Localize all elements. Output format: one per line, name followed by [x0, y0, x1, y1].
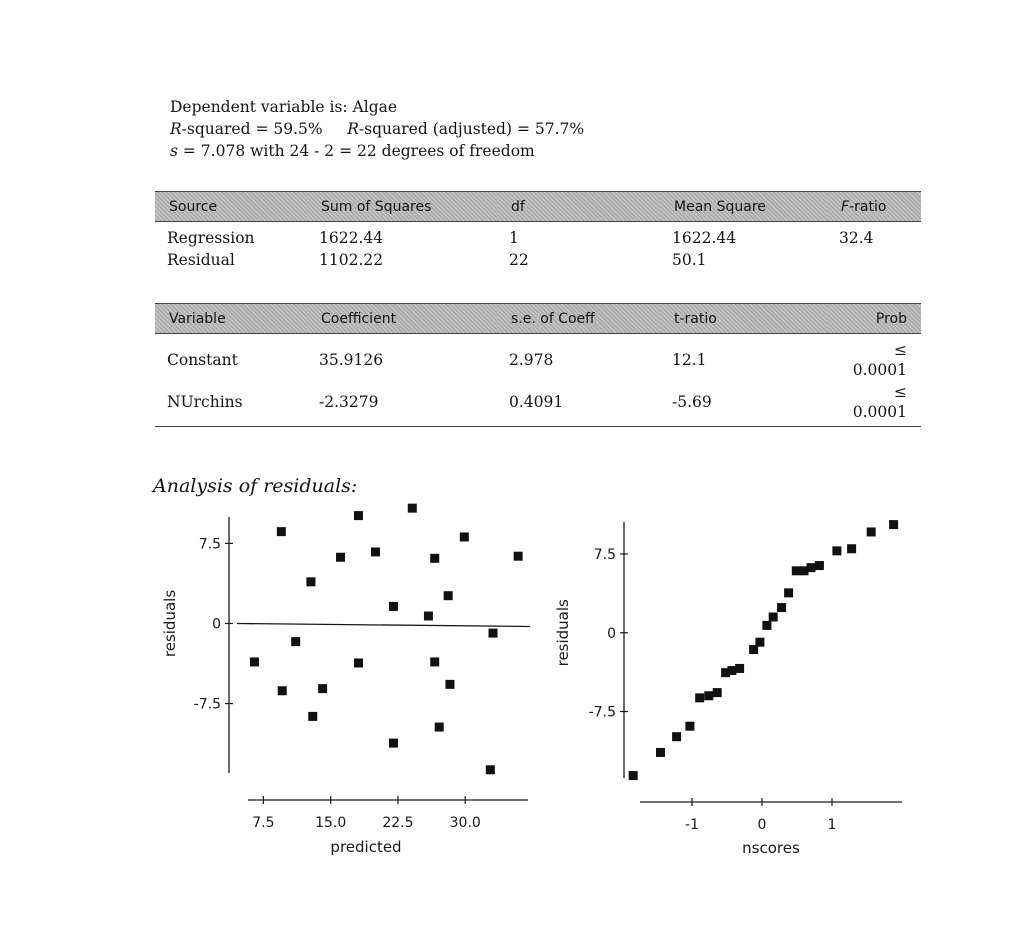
r2adj-symbol: R	[347, 120, 359, 138]
data-point	[695, 693, 704, 702]
anova-header: Mean Square	[660, 192, 827, 222]
data-point	[777, 603, 786, 612]
data-point	[629, 771, 638, 780]
data-point	[672, 732, 681, 741]
data-point	[685, 722, 694, 731]
s-symbol: s	[170, 142, 178, 160]
anova-header: F-ratio	[827, 192, 921, 222]
x-tick-label: 30.0	[449, 815, 481, 831]
coef-header: Prob	[827, 304, 921, 334]
y-tick-label: -7.5	[193, 696, 221, 713]
data-point	[713, 688, 722, 697]
table-cell: 1	[509, 229, 519, 247]
s-value: = 7.078 with 24 - 2 = 22 degrees of freedom	[177, 142, 535, 160]
table-cell: 35.9126	[319, 351, 384, 369]
y-axis-label: residuals	[161, 589, 179, 658]
anova-header: Source	[155, 192, 307, 222]
data-point	[727, 666, 736, 675]
coef-header: t-ratio	[660, 304, 827, 334]
r2adj-value: -squared (adjusted) = 57.7%	[358, 120, 585, 138]
table-cell: 2.978	[509, 351, 554, 369]
x-axis-label: nscores	[742, 839, 800, 857]
data-point	[867, 527, 876, 536]
table-cell: 32.4	[839, 229, 874, 247]
y-axis-label: residuals	[554, 599, 572, 667]
table-cell: 50.1	[672, 251, 707, 269]
table-cell: ≤ 0.0001	[852, 341, 907, 379]
x-tick-label: 7.5	[252, 815, 275, 831]
data-point	[769, 613, 778, 622]
y-tick-label: 7.5	[198, 536, 221, 553]
data-point	[792, 566, 801, 575]
table-cell: 0.4091	[497, 380, 660, 427]
data-point	[762, 621, 771, 630]
residuals-title: Analysis of residuals:	[153, 475, 358, 497]
table-cell: 1102.22	[319, 251, 384, 269]
y-tick-label: 0	[212, 616, 221, 633]
data-point	[807, 563, 816, 572]
table-cell: Constant	[167, 351, 238, 369]
data-point	[755, 638, 764, 647]
table-cell: ≤ 0.0001	[827, 380, 921, 427]
x-axis-label: predicted	[330, 838, 402, 856]
table-cell: -2.3279	[307, 380, 497, 427]
table-cell: 22	[509, 251, 529, 269]
x-tick-label: -1	[685, 817, 699, 833]
data-point	[656, 748, 665, 757]
table-cell: Residual	[167, 251, 235, 269]
table-cell: -5.69	[660, 380, 827, 427]
table-cell: Regression	[167, 229, 255, 247]
data-point	[889, 520, 898, 529]
y-tick-label: 7.5	[593, 547, 616, 563]
data-point	[815, 561, 824, 570]
r2-symbol: R	[170, 120, 182, 138]
data-point	[784, 588, 793, 597]
data-point	[704, 691, 713, 700]
y-tick-label: -7.5	[588, 704, 616, 721]
data-point	[735, 664, 744, 673]
anova-header: df	[497, 192, 660, 222]
dependent-variable-line: Dependent variable is: Algae	[170, 98, 398, 116]
table-cell: 12.1	[672, 351, 707, 369]
y-tick-label: 0	[607, 625, 616, 642]
x-tick-label: 15.0	[315, 815, 347, 831]
coef-header: Variable	[155, 304, 307, 334]
table-cell: NUrchins	[155, 380, 307, 427]
anova-header: Sum of Squares	[307, 192, 497, 222]
data-point	[832, 546, 841, 555]
coef-header: Coefficient	[307, 304, 497, 334]
r2-value: -squared = 59.5%	[181, 120, 323, 138]
f-symbol: F	[841, 199, 850, 215]
coef-header: s.e. of Coeff	[497, 304, 660, 334]
table-cell: 1622.44	[319, 229, 384, 247]
x-tick-label: 22.5	[382, 815, 414, 831]
table-cell: 1622.44	[672, 229, 737, 247]
data-point	[847, 544, 856, 553]
x-tick-label: 0	[757, 817, 767, 833]
x-tick-label: 1	[827, 817, 837, 833]
